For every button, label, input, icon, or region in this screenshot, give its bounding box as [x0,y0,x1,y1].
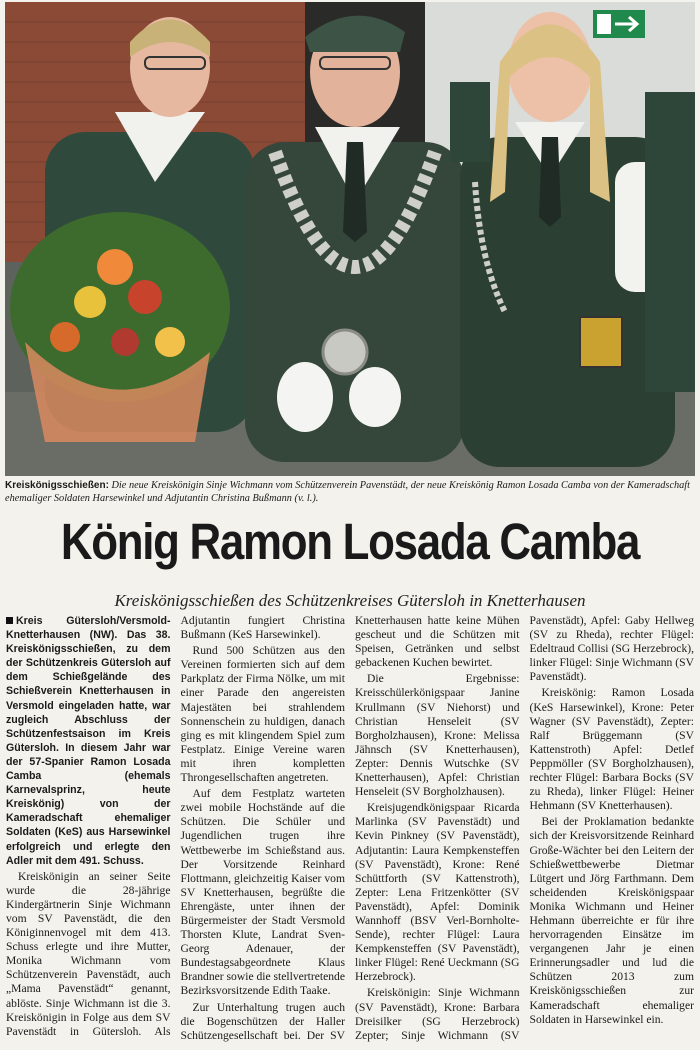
article-paragraph: Rund 500 Schützen aus den Vereinen formierten sich auf dem Parkplatz der Firma Nölke, um mit einer Parade den angereisten Majestäten bei strahlendem Sonnenschein zu huldigen, danach ging es mit klingendem Spiel zum Festplatz. Einige Vereine waren mit ihren kompletten Throngesellschaften angetreten. [180,644,345,785]
article-paragraph: Auf dem Festplatz warteten zwei mobile Hochstände auf die Schützen. Die Schüler und Jugendlichen trugen ihre Wettbewerbe im Schießstand aus. Der Vorsitzende Reinhard Flottmann, gleichzeitig Kaiser vom SV Knetterhausen, begrüßte die Ehrengäste, unter ihnen der Bürgermeister der Stadt Versmold Thorsten Klute, Landrat Sven-Georg Adenauer, der Bundestagsabgeordnete Klaus Brandner sowie die stellvertretende Bezirksvorsitzende Edith Taake. [180,787,346,998]
king-medal [323,330,367,374]
article-lead [6,614,171,868]
article-paragraph: Zur Unterhaltung trugen auch die Bogenschützen der Haller Schützengesellschaft bei. Der SV Knetterhausen hatte keine Mühen gescheut und die Schützen mit Speisen, Getränken und selbst gebackenen Kuchen bewirtet. [180,614,520,1042]
article-paragraph: Kreiskönigin: Sinje Wichmann (SV Pavenstädt), Krone: Barbara Dreisilker (SG Herzebrock) Zepter; Sinje Wichmann (SV Pavenstädt), Apfel: Gaby Hellweg (SV zu Rheda), rechter Flügel: Edeltraud Collisi (SG Herzebrock), linker Flügel: Sinje Wichmann (SV Pavenstädt). [355,614,694,1042]
photo-caption [5,479,695,505]
subheadline: Kreiskönigsschießen des Schützenkreises Gütersloh in Knetterhausen [114,591,586,610]
news-photo [5,2,695,476]
article-paragraph: Kreisjugendkönigspaar Ricarda Marlinka (SV Pavenstädt) und Kevin Pinkney (SV Pavenstädt), Adjutantin: Laura Kempkensteffen (SV Pavenstädt), Krone: René Schüttforth (SV Kattenstroth), Zepter: Lena Fritzenkötter (SV Pavenstädt), Apfel: Dominik Wannhoff (BSV Verl-Bornholte-Sende), rechter Flügel: Laura Kempkensteffen (SV Pavenstädt), linker Flügel: René Ueckmann (SG Herzebrock). [355,801,520,984]
bullet-square-icon [6,617,13,624]
caption-label: Kreiskönigsschießen: [5,480,109,491]
article-paragraph: Kreiskönigin an seiner Seite wurde die 28-jährige Kindergärtnerin Sinje Wichmann vom SV Pavenstädt, die den Königinnenvogel mit dem 413. Schuss erlegte und ihre Mutter, Monika Wichmann vom Schützenverein Pavenstädt, auch „Mama Pavenstädt“ genannt, ablöste. Sinje Wichmann ist die 3. Kreiskönigin in Folge aus dem SV Pavenstädt in Gütersloh. Als Adjutantin fungiert Christina Bußmann (KeS Harsewinkel). [6,614,345,1038]
article-paragraph: Bei der Proklamation bedankte sich der Kreisvorsitzende Reinhard Große-Wächter bei den Leitern der Schießwettbewerbe Dietmar Lütgert und Jörg Farthmann. Dem scheidenden Kreiskönigspaar Monika Wichmann und Heiner Hehmann überreichte er für ihre hervorragenden Einsätze im vergangenen Jahr je einen Erinnerungsadler und lud die Schützen 2013 zum Kreiskönigsschießen zur Kameradschaft ehemaliger Soldaten in Harsewinkel ein. [529,815,694,1026]
white-glove [277,362,333,432]
exit-sign-icon [593,10,645,38]
harsewinkel-badge [580,317,622,367]
article-paragraph: Kreiskönig: Ramon Losada (KeS Harsewinkel), Krone: Peter Wagner (SV Pavenstädt), Zepter: Ralf Brüggemann (SV Kattenstroth) Apfel: Detlef Peppmöller (SV Borgholzhausen), rechter Flügel: Barbara Bocks (SV zu Rheda), linker Flügel: Heiner Hehmann (SV Knetterhausen). [529,686,694,813]
article-paragraph: Die Ergebnisse: Kreisschülerkönigspaar Janine Krullmann (SV Niehorst) und Christian Henseleit (SV Borgholzhausen), Krone: Melissa Jähnsch (SV Knetterhausen), Zepter: Dennis Wutschke (SV Knetterhausen), Apfel: Christian Henseleit (SV Borgholzhausen). [355,672,520,799]
headline: König Ramon Losada Camba [60,513,640,570]
photo-illustration [5,2,695,476]
caption-text: Die neue Kreiskönigin Sinje Wichmann vom Schützenverein Pavenstädt, der neue Kreiskönig Ramon Losada Camba von der Kameradschaft ehemaliger Soldaten Harsewinkel und Adjutantin Christina Bußmann (v. l.). [5,480,691,504]
flower-bouquet [10,212,230,442]
article-body [6,614,694,1048]
article-lead-text: Kreis Gütersloh/Versmold-Knetterhausen (NW). Das 38. Kreiskönigsschießen, zu dem der Schützenkreis Gütersloh auf dem Schießgelände des Schießverein Knetterhausen in Versmold eingeladen hatte, war zugleich Abschluss der Schützenfestsaison im Kreis Gütersloh. In diesem Jahr war der 57-Spanier Ramon Losada Camba (ehemals Karnevalsprinz, heute Kreiskönig) von der Kameradschaft ehemaliger Soldaten (KeS) aus Harsewinkel erfolgreich und erlegte den Adler mit dem 491. Schuss. [6,615,171,867]
